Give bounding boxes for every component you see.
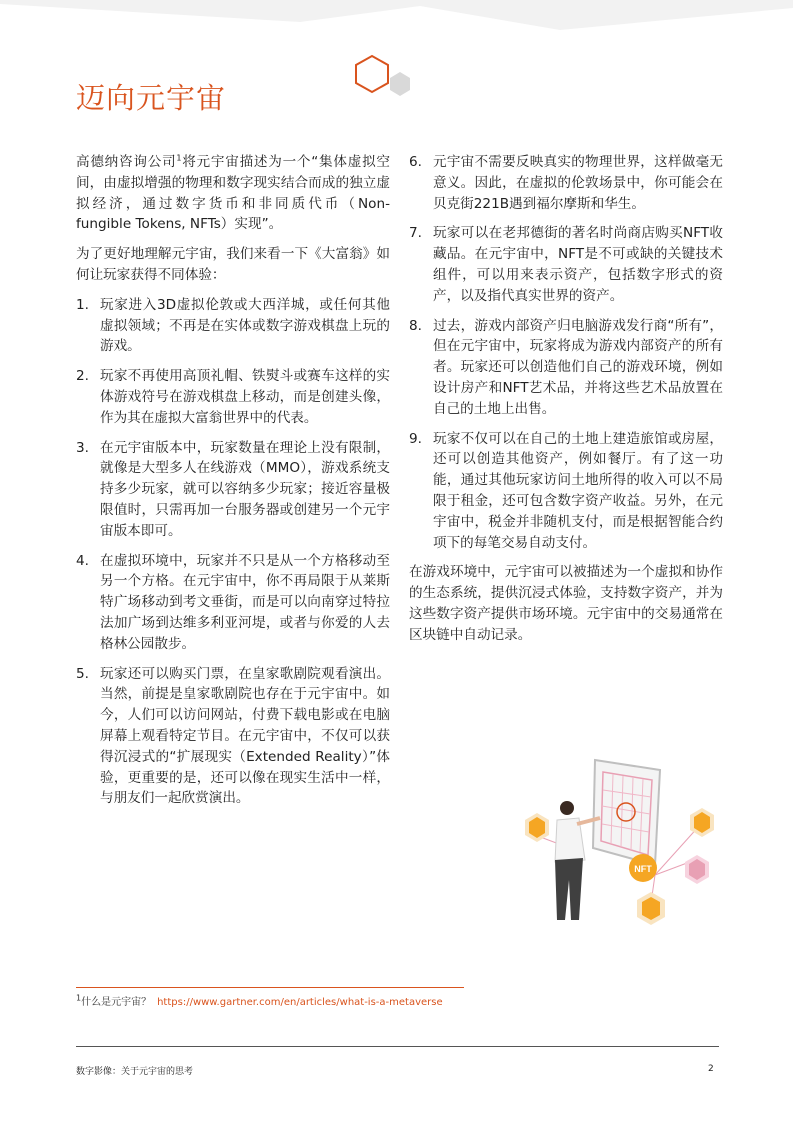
cube-icon (685, 855, 709, 884)
numbered-list-continued (409, 152, 723, 553)
screen-icon (593, 760, 660, 865)
hexagon-icon (350, 52, 414, 104)
list-item: 9. 玩家不仅可以在自己的土地上建造旅馆或房屋，还可以创造其他资产，例如餐厅。有了这一功能，通过其他玩家访问土地所得的收入可以不局限于租金，还可包含数字资产收益。另外，在元宇宙中，税金并非随机支付，而是根据智能合约项下的每笔交易自动支付。 (409, 430, 723, 551)
footnote: $^1$什么是元宇宙？ https://www.gartner.com/en/articles/what-is-a-metaverse (76, 993, 443, 1008)
lead-paragraph: 为了更好地理解元宇宙，我们来看一下《大富翁》如何让玩家获得不同体验： (76, 246, 390, 283)
intro-paragraph: 高德纳咨询公司$^1$将元宇宙描述为一个“集体虚拟空间，由虚拟增强的物理和数字现实结合而成的独立虚拟经济，通过数字货币和非同质代币（Non-fungible Tokens, NFTs）实现”。 (76, 153, 390, 233)
list-item: 5. 玩家还可以购买门票，在皇家歌剧院观看演出。当然，前提是皇家歌剧院也存在于元宇宙中。如今，人们可以访问网站，付费下载电影或在电脑屏幕上观看特定节目。在元宇宙中，不仅可以获得沉浸式的“扩展现实（Extended Reality）”体验，更重要的是，还可以像在现实生活中一样，与朋友们一起欣赏演出。 (76, 665, 390, 807)
footer-divider (76, 1046, 719, 1047)
page-title: 迈向元宇宙 (76, 81, 227, 115)
person-icon (555, 801, 600, 920)
footnote-ref: 1 (176, 153, 182, 163)
list-item: 7. 玩家可以在老邦德街的著名时尚商店购买NFT收藏品。在元宇宙中，NFT是不可或缺的关键技术组件，可以用来表示资产，包括数字形式的资产，以及指代真实世界的资产。 (409, 225, 723, 304)
footnote-link[interactable]: https://www.gartner.com/en/articles/what-is-a-metaverse (157, 997, 443, 1008)
nft-badge-icon (629, 854, 657, 882)
cube-icon (525, 813, 549, 842)
top-decoration (0, 0, 793, 40)
list-item: 8. 过去，游戏内部资产归电脑游戏发行商“所有”，但在元宇宙中，玩家将成为游戏内部资产的所有者。玩家还可以创造他们自己的游戏环境，例如设计房产和NFT艺术品，并将这些艺术品放置在自己的土地上出售。 (409, 317, 723, 417)
page-number: 2 (708, 1064, 714, 1074)
list-item: 4. 在虚拟环境中，玩家并不只是从一个方格移动至另一个方格。在元宇宙中，你不再局限于从莱斯特广场移动到考文垂街，而是可以向南穿过特拉法加广场到达维多利亚河堤，或者与你爱的人去格林公园散步。 (76, 552, 390, 652)
footer-title: 数字影像：关于元宇宙的思考 (76, 1067, 194, 1077)
list-item: 6. 元宇宙不需要反映真实的物理世界，这样做毫无意义。因此，在虚拟的伦敦场景中，你可能会在贝克街221B遇到福尔摩斯和华生。 (409, 154, 723, 212)
numbered-list (76, 295, 390, 809)
closing-paragraph: 在游戏环境中，元宇宙可以被描述为一个虚拟和协作的生态系统，提供沉浸式体验，支持数字资产，并为这些数字资产提供市场环境。元宇宙中的交易通常在区块链中自动记录。 (409, 564, 723, 643)
list-item: 2. 玩家不再使用高顶礼帽、铁熨斗或赛车这样的实体游戏符号在游戏棋盘上移动，而是创建头像，作为其在虚拟大富翁世界中的代表。 (76, 368, 390, 426)
list-item: 1. 玩家进入3D虚拟伦敦或大西洋城，或任何其他虚拟领域；不再是在实体或数字游戏棋盘上玩的游戏。 (76, 296, 390, 355)
left-column (76, 152, 390, 818)
footnote-divider (76, 987, 464, 988)
svg-text:NFT: NFT (634, 864, 652, 874)
right-column (409, 152, 723, 655)
cube-icon (637, 892, 665, 925)
metaverse-illustration (505, 740, 745, 950)
list-item: 3. 在元宇宙版本中，玩家数量在理论上没有限制，就像是大型多人在线游戏（MMO），游戏系统支持多少玩家，就可以容纳多少玩家；接近容量极限值时，只需再加一台服务器或创建另一个元宇宙版本即可。 (76, 439, 390, 539)
